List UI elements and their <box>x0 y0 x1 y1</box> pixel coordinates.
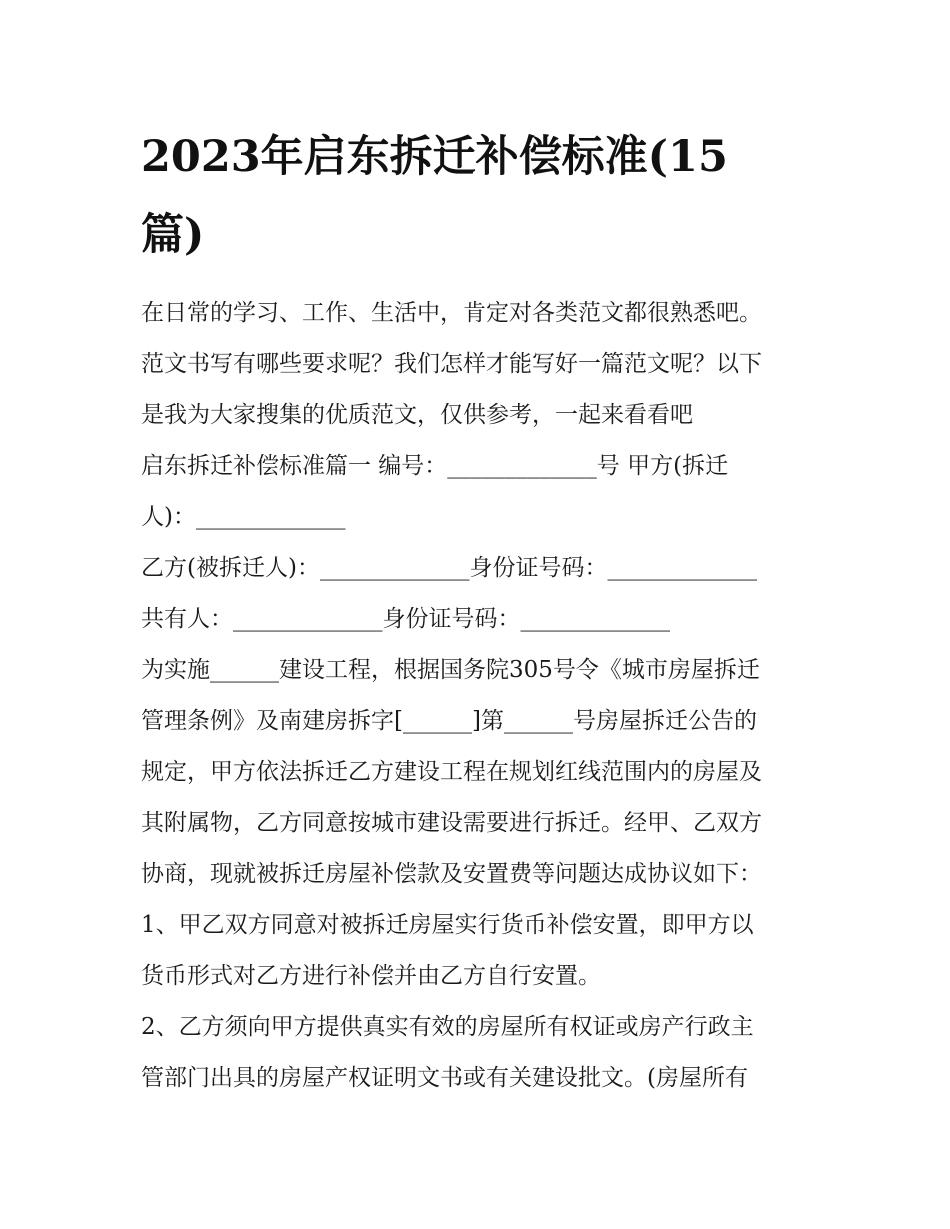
intro-line-1: 在日常的学习、工作、生活中，肯定对各类范文都很熟悉吧。 <box>141 300 762 326</box>
party-b-line: 乙方(被拆迁人)：_____________身份证号码：_____________ <box>141 555 757 581</box>
clause-2-line-1: 2、乙方须向甲方提供真实有效的房屋所有权证或房产行政主 <box>141 1014 754 1040</box>
intro-line-2: 范文书写有哪些要求呢？我们怎样才能写好一篇范文呢？以下 <box>141 351 762 377</box>
intro-line-3: 是我为大家搜集的优质范文，仅供参考，一起来看看吧 <box>141 402 693 428</box>
contract-header-line-2: 人)：_____________ <box>141 504 346 530</box>
contract-header-line-1: 启东拆迁补偿标准篇一 编号：_____________号 甲方(拆迁 <box>141 453 729 479</box>
document-page <box>141 118 821 1104</box>
clause-1-line-1: 1、甲乙双方同意对被拆迁房屋实行货币补偿安置，即甲方以 <box>141 912 754 938</box>
preamble-line-3: 规定，甲方依法拆迁乙方建设工程在规划红线范围内的房屋及 <box>141 759 762 785</box>
clause-2-line-2: 管部门出具的房屋产权证明文书或有关建设批文。(房屋所有 <box>141 1065 748 1091</box>
co-owner-line: 共有人：_____________身份证号码：_____________ <box>141 606 670 632</box>
preamble-line-4: 其附属物，乙方同意按城市建设需要进行拆迁。经甲、乙双方 <box>141 810 762 836</box>
title-line-2: 篇) <box>141 210 205 260</box>
preamble-line-2: 管理条例》及南建房拆字[______]第______号房屋拆迁公告的 <box>141 708 757 734</box>
preamble-line-1: 为实施______建设工程，根据国务院305号令《城市房屋拆迁 <box>141 657 760 683</box>
title-line-1: 2023年启东拆迁补偿标准(15 <box>141 132 728 182</box>
document-title <box>141 118 821 274</box>
preamble-line-5: 协商，现就被拆迁房屋补偿款及安置费等问题达成协议如下： <box>141 861 762 887</box>
document-body <box>141 288 821 1104</box>
clause-1-line-2: 货币形式对乙方进行补偿并由乙方自行安置。 <box>141 963 601 989</box>
